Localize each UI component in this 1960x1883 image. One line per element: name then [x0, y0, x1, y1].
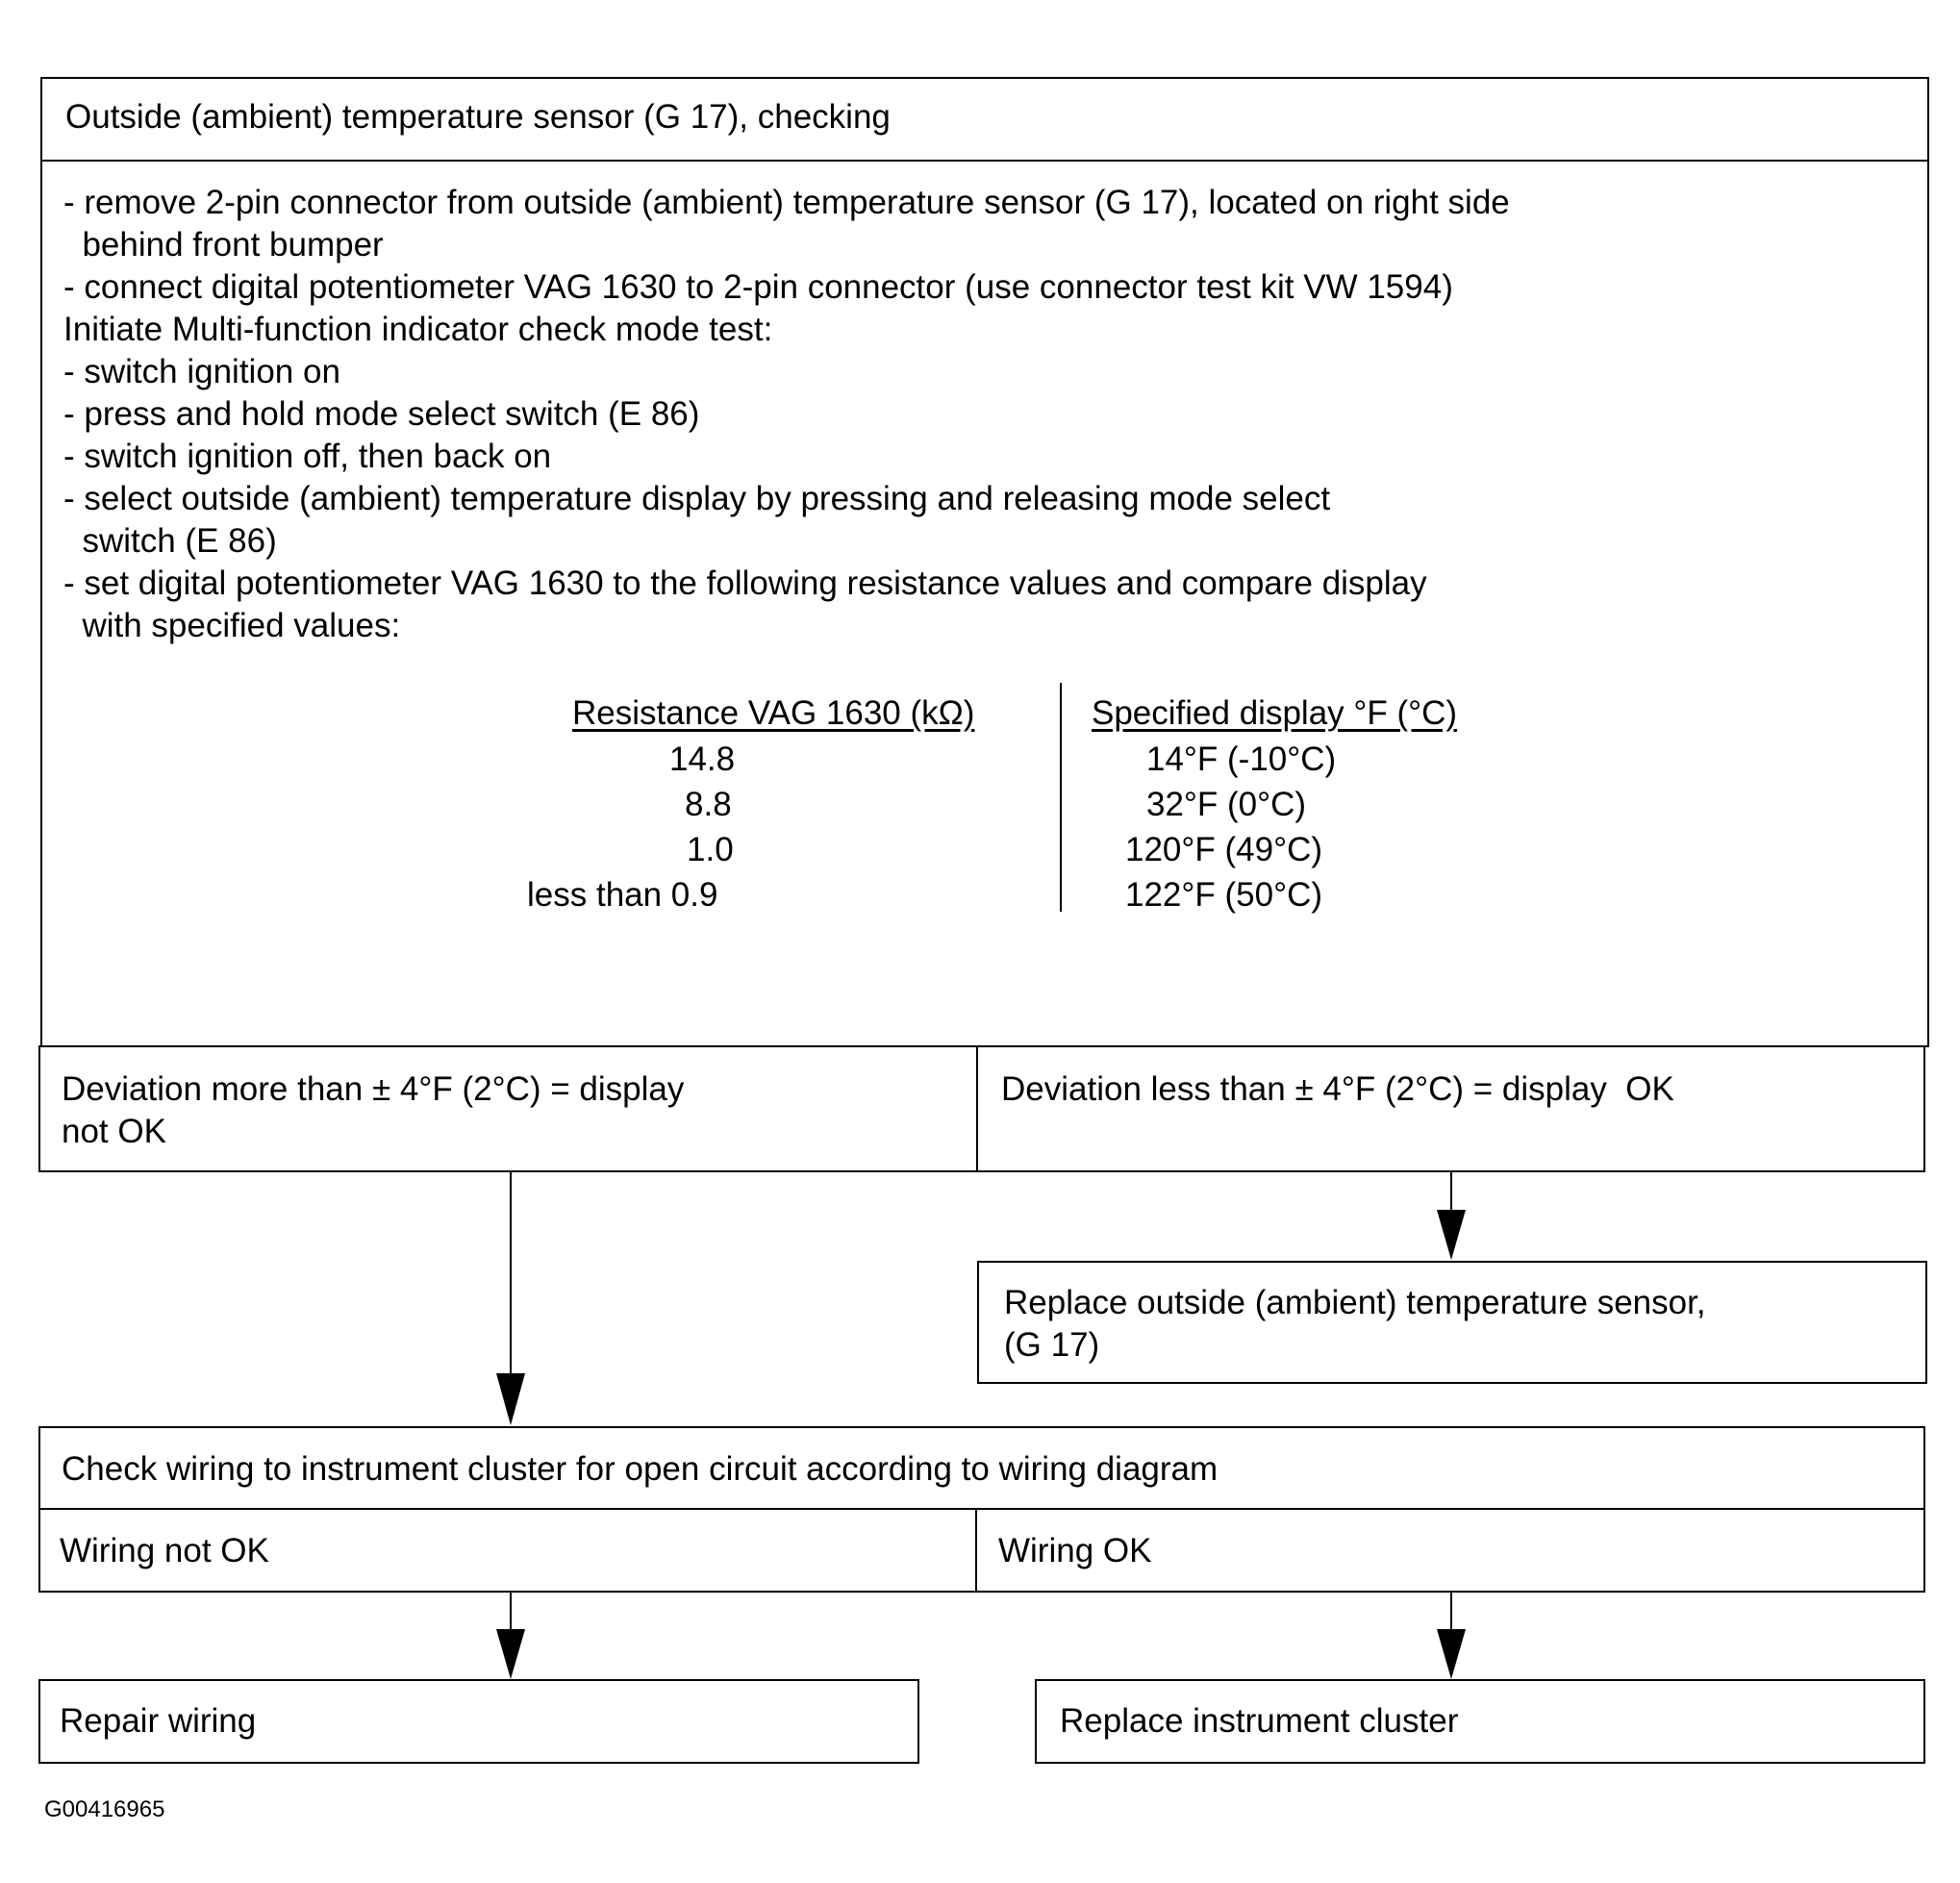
display-value: 14°F (-10°C) [1146, 741, 1337, 778]
step-line: - remove 2-pin connector from outside (ambient) temperature sensor (G 17), located on right side [63, 184, 1510, 221]
table-divider [1060, 683, 1062, 912]
step-line: with specified values: [63, 607, 401, 644]
replace-sensor-text: (G 17) [1004, 1326, 1100, 1364]
repair-wiring-text: Repair wiring [60, 1702, 257, 1740]
resistance-value: 8.8 [685, 786, 732, 823]
arrow-head-icon [1437, 1210, 1466, 1260]
display-value: 120°F (49°C) [1125, 831, 1323, 868]
col-header-display: Specified display °F (°C) [1092, 694, 1458, 732]
resistance-value: 14.8 [669, 741, 736, 778]
wiring-split [975, 1508, 977, 1593]
step-line: behind front bumper [63, 226, 384, 264]
result-ok-text: Deviation less than ± 4°F (2°C) = display OK [1001, 1070, 1674, 1108]
procedure-title: Outside (ambient) temperature sensor (G 17), checking [65, 98, 891, 136]
wiring-divider [38, 1508, 1925, 1510]
resistance-value: 1.0 [687, 831, 734, 868]
display-value: 32°F (0°C) [1146, 786, 1307, 823]
wiring-ok-text: Wiring OK [998, 1532, 1152, 1569]
result-not-ok-text: not OK [62, 1113, 166, 1150]
step-line: - switch ignition off, then back on [63, 438, 552, 475]
flow-arrow [510, 1172, 512, 1374]
wiring-not-ok-text: Wiring not OK [60, 1532, 269, 1569]
step-line: Initiate Multi-function indicator check mode test: [63, 311, 773, 348]
header-divider [40, 160, 1929, 162]
col-header-resistance: Resistance VAG 1630 (kΩ) [572, 694, 975, 732]
wiring-check-title: Check wiring to instrument cluster for open circuit according to wiring diagram [62, 1450, 1219, 1488]
replace-cluster-text: Replace instrument cluster [1060, 1702, 1459, 1740]
flow-arrow [1450, 1172, 1452, 1211]
arrow-head-icon [496, 1629, 525, 1679]
arrow-head-icon [1437, 1629, 1466, 1679]
result-not-ok-text: Deviation more than ± 4°F (2°C) = display [62, 1070, 685, 1108]
step-line: - set digital potentiometer VAG 1630 to the following resistance values and compare display [63, 565, 1427, 602]
figure-id: G00416965 [44, 1796, 165, 1822]
step-line: - switch ignition on [63, 353, 340, 390]
resistance-value: less than 0.9 [527, 876, 718, 914]
arrow-head-icon [496, 1373, 525, 1425]
display-value: 122°F (50°C) [1125, 876, 1323, 914]
step-line: switch (E 86) [63, 522, 277, 560]
step-line: - connect digital potentiometer VAG 1630 to 2-pin connector (use connector test kit VW 1594) [63, 268, 1453, 306]
step-line: - press and hold mode select switch (E 86) [63, 395, 700, 433]
replace-sensor-text: Replace outside (ambient) temperature sensor, [1004, 1284, 1706, 1321]
flow-arrow [1450, 1593, 1452, 1631]
step-line: - select outside (ambient) temperature display by pressing and releasing mode select [63, 480, 1331, 517]
flow-arrow [510, 1593, 512, 1631]
